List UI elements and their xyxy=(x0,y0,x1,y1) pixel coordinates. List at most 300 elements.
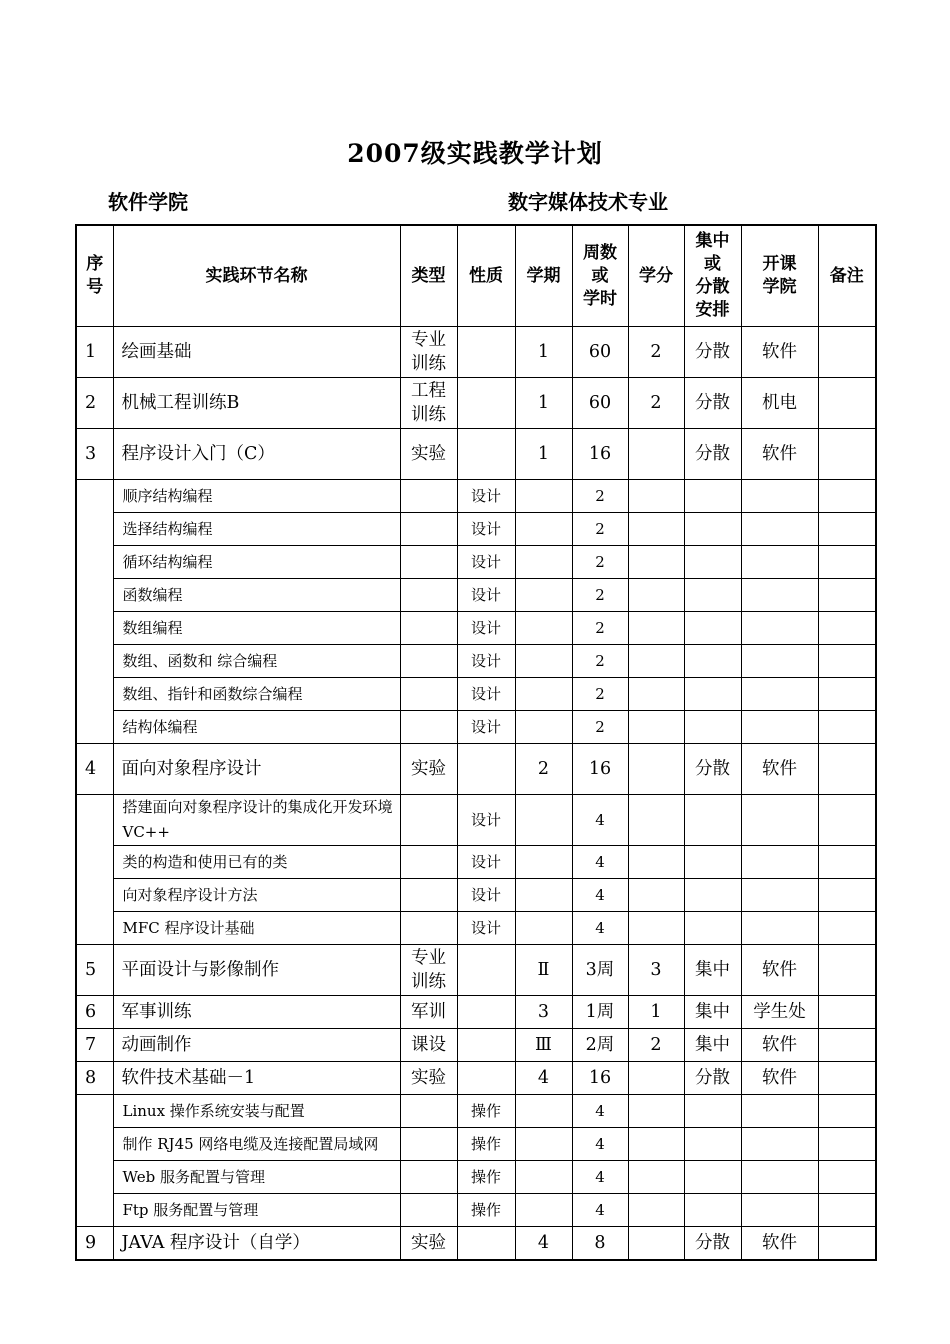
serial-cell-empty xyxy=(76,480,113,744)
note-cell xyxy=(818,1029,876,1062)
term-cell xyxy=(515,879,572,912)
term-cell xyxy=(515,429,572,480)
arrange-text: 分散 xyxy=(695,759,730,779)
weeks-text: 1周 xyxy=(585,1002,615,1022)
serial-cell-empty xyxy=(76,1095,113,1227)
term-cell xyxy=(515,1062,572,1095)
note-cell xyxy=(818,327,876,378)
name-text: 数组编程 xyxy=(122,618,183,637)
arrange-cell xyxy=(684,645,741,678)
type-cell xyxy=(400,1128,457,1161)
note-cell xyxy=(818,1062,876,1095)
dept-cell xyxy=(741,546,818,579)
term-text: 1 xyxy=(537,342,550,362)
name-cell xyxy=(113,480,400,513)
header-arrange xyxy=(684,225,741,327)
credit-cell xyxy=(628,1194,684,1227)
table-header-row xyxy=(76,225,876,327)
weeks-cell xyxy=(572,1161,628,1194)
practice-plan-table xyxy=(75,224,877,1261)
nature-text: 设计 xyxy=(470,853,501,871)
nature-cell xyxy=(457,945,515,996)
note-cell xyxy=(818,711,876,744)
sub-item-row xyxy=(76,1161,876,1194)
term-cell xyxy=(515,327,572,378)
serial-text: 6 xyxy=(85,1002,97,1022)
name-cell xyxy=(113,711,400,744)
serial-text: 5 xyxy=(85,960,97,980)
nature-cell xyxy=(457,996,515,1029)
arrange-cell xyxy=(684,513,741,546)
page-title: 2007级实践教学计划 xyxy=(347,139,603,168)
term-cell xyxy=(515,1161,572,1194)
nature-text: 操作 xyxy=(470,1201,501,1219)
header-nature xyxy=(457,225,515,327)
table-row xyxy=(76,327,876,378)
credit-cell xyxy=(628,1062,684,1095)
major-label: 数字媒体技术专业 xyxy=(508,190,668,214)
note-cell xyxy=(818,1128,876,1161)
weeks-text: 4 xyxy=(595,853,605,871)
arrange-cell xyxy=(684,579,741,612)
nature-cell xyxy=(457,744,515,795)
dept-cell xyxy=(741,327,818,378)
credit-cell xyxy=(628,480,684,513)
nature-cell xyxy=(457,378,515,429)
weeks-cell xyxy=(572,744,628,795)
sub-item-row xyxy=(76,513,876,546)
nature-cell xyxy=(457,513,515,546)
serial-cell xyxy=(76,996,113,1029)
weeks-text: 2 xyxy=(595,619,605,637)
type-cell xyxy=(400,945,457,996)
type-cell xyxy=(400,1227,457,1261)
type-cell xyxy=(400,846,457,879)
serial-text: 8 xyxy=(85,1068,97,1088)
name-text: 平面设计与影像制作 xyxy=(121,960,279,980)
type-cell xyxy=(400,1095,457,1128)
serial-cell xyxy=(76,429,113,480)
note-cell xyxy=(818,1194,876,1227)
credit-cell xyxy=(628,1161,684,1194)
table-row xyxy=(76,1029,876,1062)
name-cell xyxy=(113,678,400,711)
nature-cell xyxy=(457,795,515,846)
note-cell xyxy=(818,945,876,996)
credit-cell xyxy=(628,795,684,846)
type-cell xyxy=(400,678,457,711)
name-cell xyxy=(113,945,400,996)
serial-text: 9 xyxy=(85,1233,97,1253)
credit-cell xyxy=(628,846,684,879)
header-no-text: 序 号 xyxy=(86,254,104,297)
note-cell xyxy=(818,612,876,645)
type-cell xyxy=(400,1161,457,1194)
header-type xyxy=(400,225,457,327)
weeks-text: 3周 xyxy=(585,960,615,980)
name-cell xyxy=(113,579,400,612)
dept-cell xyxy=(741,945,818,996)
arrange-cell xyxy=(684,1161,741,1194)
note-cell xyxy=(818,1227,876,1261)
credit-cell xyxy=(628,378,684,429)
name-cell xyxy=(113,996,400,1029)
name-text: 顺序结构编程 xyxy=(122,486,213,505)
serial-cell xyxy=(76,744,113,795)
table-row xyxy=(76,945,876,996)
weeks-cell xyxy=(572,513,628,546)
weeks-cell xyxy=(572,711,628,744)
name-cell xyxy=(113,645,400,678)
dept-cell xyxy=(741,744,818,795)
header-term-text: 学期 xyxy=(526,265,561,286)
sub-item-row xyxy=(76,846,876,879)
name-cell xyxy=(113,429,400,480)
name-cell xyxy=(113,1194,400,1227)
term-cell xyxy=(515,480,572,513)
name-cell xyxy=(113,744,400,795)
nature-cell xyxy=(457,678,515,711)
nature-cell xyxy=(457,612,515,645)
type-cell xyxy=(400,480,457,513)
nature-text: 设计 xyxy=(470,811,501,829)
term-cell xyxy=(515,912,572,945)
note-cell xyxy=(818,996,876,1029)
term-cell xyxy=(515,996,572,1029)
nature-text: 操作 xyxy=(470,1168,501,1186)
term-text: 1 xyxy=(537,444,550,464)
serial-text: 2 xyxy=(85,393,97,413)
dept-cell xyxy=(741,645,818,678)
weeks-cell xyxy=(572,1095,628,1128)
term-cell xyxy=(515,645,572,678)
nature-text: 设计 xyxy=(470,553,501,571)
header-credit-text: 学分 xyxy=(639,265,673,286)
serial-cell xyxy=(76,945,113,996)
serial-cell xyxy=(76,1062,113,1095)
note-cell xyxy=(818,579,876,612)
name-text: JAVA 程序设计（自学） xyxy=(121,1233,310,1253)
header-term xyxy=(515,225,572,327)
nature-text: 设计 xyxy=(470,520,501,538)
weeks-text: 8 xyxy=(594,1233,606,1253)
term-text: Ⅲ xyxy=(535,1035,552,1055)
type-cell xyxy=(400,579,457,612)
sub-item-row xyxy=(76,711,876,744)
table-row xyxy=(76,744,876,795)
name-text: MFC 程序设计基础 xyxy=(122,918,255,937)
term-text: 2 xyxy=(537,759,550,779)
note-cell xyxy=(818,678,876,711)
header-name xyxy=(113,225,400,327)
serial-text: 7 xyxy=(85,1035,97,1055)
weeks-cell xyxy=(572,480,628,513)
nature-text: 设计 xyxy=(470,487,501,505)
name-text: Web 服务配置与管理 xyxy=(122,1167,265,1186)
name-text: 结构体编程 xyxy=(122,717,198,736)
arrange-cell xyxy=(684,546,741,579)
nature-cell xyxy=(457,1095,515,1128)
term-text: 4 xyxy=(537,1068,550,1088)
table-row xyxy=(76,429,876,480)
name-cell xyxy=(113,612,400,645)
note-cell xyxy=(818,795,876,846)
term-cell xyxy=(515,711,572,744)
arrange-text: 分散 xyxy=(695,444,730,464)
header-type-text: 类型 xyxy=(411,265,446,286)
nature-text: 设计 xyxy=(470,919,501,937)
dept-cell xyxy=(741,429,818,480)
nature-cell xyxy=(457,912,515,945)
weeks-text: 4 xyxy=(595,886,605,904)
dept-cell xyxy=(741,513,818,546)
nature-cell xyxy=(457,879,515,912)
dept-cell xyxy=(741,996,818,1029)
term-cell xyxy=(515,945,572,996)
nature-text: 设计 xyxy=(470,619,501,637)
note-cell xyxy=(818,429,876,480)
credit-text: 2 xyxy=(650,393,662,413)
name-text: 机械工程训练B xyxy=(121,393,240,413)
note-cell xyxy=(818,513,876,546)
dept-text: 软件 xyxy=(762,444,797,464)
sub-item-row xyxy=(76,912,876,945)
type-text: 实验 xyxy=(411,1068,446,1088)
credit-cell xyxy=(628,744,684,795)
dept-text: 软件 xyxy=(762,342,797,362)
nature-cell xyxy=(457,480,515,513)
credit-cell xyxy=(628,513,684,546)
dept-text: 软件 xyxy=(762,1068,797,1088)
header-no xyxy=(76,225,113,327)
name-text: 搭建面向对象程序设计的集成化开发环境 VC++ xyxy=(122,798,393,841)
note-cell xyxy=(818,744,876,795)
header-weeks xyxy=(572,225,628,327)
arrange-cell xyxy=(684,912,741,945)
header-credit xyxy=(628,225,684,327)
weeks-text: 4 xyxy=(595,1135,605,1153)
type-text: 军训 xyxy=(411,1002,446,1022)
term-cell xyxy=(515,1194,572,1227)
arrange-cell xyxy=(684,480,741,513)
header-dept xyxy=(741,225,818,327)
credit-cell xyxy=(628,711,684,744)
weeks-text: 2 xyxy=(595,718,605,736)
serial-cell xyxy=(76,1227,113,1261)
weeks-cell xyxy=(572,612,628,645)
dept-cell xyxy=(741,1128,818,1161)
arrange-cell xyxy=(684,1062,741,1095)
sub-item-row xyxy=(76,546,876,579)
arrange-cell xyxy=(684,1194,741,1227)
dept-cell xyxy=(741,1062,818,1095)
type-cell xyxy=(400,1062,457,1095)
term-cell xyxy=(515,1029,572,1062)
term-cell xyxy=(515,744,572,795)
weeks-text: 2 xyxy=(595,586,605,604)
credit-cell xyxy=(628,1095,684,1128)
dept-text: 软件 xyxy=(762,759,797,779)
arrange-cell xyxy=(684,1227,741,1261)
header-note xyxy=(818,225,876,327)
dept-text: 机电 xyxy=(762,393,797,413)
sub-item-row xyxy=(76,1194,876,1227)
type-cell xyxy=(400,645,457,678)
name-text: 绘画基础 xyxy=(121,342,192,362)
serial-cell xyxy=(76,327,113,378)
term-text: Ⅱ xyxy=(537,960,550,980)
type-text: 工程 训练 xyxy=(411,381,446,425)
arrange-cell xyxy=(684,612,741,645)
type-cell xyxy=(400,546,457,579)
nature-text: 设计 xyxy=(470,652,501,670)
dept-cell xyxy=(741,678,818,711)
nature-cell xyxy=(457,546,515,579)
serial-text: 3 xyxy=(85,444,97,464)
arrange-text: 集中 xyxy=(695,960,730,980)
sub-item-row xyxy=(76,795,876,846)
arrange-text: 分散 xyxy=(695,1233,730,1253)
type-cell xyxy=(400,711,457,744)
credit-cell xyxy=(628,912,684,945)
serial-cell-empty xyxy=(76,795,113,945)
credit-cell xyxy=(628,1128,684,1161)
header-nature-text: 性质 xyxy=(469,265,503,286)
credit-text: 2 xyxy=(650,1035,662,1055)
nature-text: 设计 xyxy=(470,718,501,736)
type-cell xyxy=(400,513,457,546)
arrange-cell xyxy=(684,1128,741,1161)
sub-item-row xyxy=(76,645,876,678)
type-cell xyxy=(400,429,457,480)
name-text: 数组、指针和函数综合编程 xyxy=(122,684,303,703)
type-cell xyxy=(400,378,457,429)
nature-text: 操作 xyxy=(470,1102,501,1120)
note-cell xyxy=(818,1161,876,1194)
dept-cell xyxy=(741,579,818,612)
dept-text: 软件 xyxy=(762,1233,797,1253)
weeks-cell xyxy=(572,678,628,711)
weeks-cell xyxy=(572,846,628,879)
weeks-cell xyxy=(572,378,628,429)
weeks-cell xyxy=(572,429,628,480)
term-cell xyxy=(515,1128,572,1161)
name-text: 数组、函数和 综合编程 xyxy=(122,651,278,670)
type-text: 课设 xyxy=(411,1035,446,1055)
name-text: 函数编程 xyxy=(122,585,183,604)
nature-cell xyxy=(457,645,515,678)
credit-text: 2 xyxy=(650,342,662,362)
note-cell xyxy=(818,546,876,579)
type-text: 实验 xyxy=(411,444,446,464)
arrange-text: 集中 xyxy=(695,1035,730,1055)
note-cell xyxy=(818,912,876,945)
weeks-text: 4 xyxy=(595,1201,605,1219)
weeks-cell xyxy=(572,1227,628,1261)
header-dept-text: 开课 学院 xyxy=(762,254,797,297)
dept-cell xyxy=(741,612,818,645)
credit-text: 3 xyxy=(650,960,662,980)
name-cell xyxy=(113,378,400,429)
weeks-text: 4 xyxy=(595,919,605,937)
nature-cell xyxy=(457,1161,515,1194)
weeks-text: 4 xyxy=(595,1102,605,1120)
nature-cell xyxy=(457,1062,515,1095)
credit-cell xyxy=(628,1029,684,1062)
term-cell xyxy=(515,1095,572,1128)
type-text: 实验 xyxy=(411,759,446,779)
dept-cell xyxy=(741,711,818,744)
name-cell xyxy=(113,513,400,546)
credit-cell xyxy=(628,678,684,711)
type-text: 实验 xyxy=(411,1233,446,1253)
name-text: 制作 RJ45 网络电缆及连接配置局域网 xyxy=(122,1134,379,1153)
serial-cell xyxy=(76,378,113,429)
dept-cell xyxy=(741,1194,818,1227)
sub-item-row xyxy=(76,879,876,912)
name-cell xyxy=(113,1128,400,1161)
credit-cell xyxy=(628,879,684,912)
credit-cell xyxy=(628,996,684,1029)
term-cell xyxy=(515,1227,572,1261)
name-cell xyxy=(113,846,400,879)
weeks-cell xyxy=(572,1194,628,1227)
table-row xyxy=(76,1227,876,1261)
nature-text: 设计 xyxy=(470,685,501,703)
note-cell xyxy=(818,645,876,678)
term-text: 3 xyxy=(537,1002,550,1022)
dept-text: 软件 xyxy=(762,960,797,980)
name-text: 面向对象程序设计 xyxy=(121,759,262,779)
weeks-text: 16 xyxy=(588,759,612,779)
type-text: 专业 训练 xyxy=(411,948,446,992)
arrange-text: 分散 xyxy=(695,342,730,362)
name-text: 向对象程序设计方法 xyxy=(122,885,258,904)
serial-cell xyxy=(76,1029,113,1062)
name-text: 动画制作 xyxy=(121,1035,192,1055)
weeks-text: 16 xyxy=(588,1068,612,1088)
type-text: 专业 训练 xyxy=(411,330,446,374)
weeks-cell xyxy=(572,879,628,912)
weeks-cell xyxy=(572,1062,628,1095)
college-label: 软件学院 xyxy=(108,190,188,214)
nature-cell xyxy=(457,327,515,378)
weeks-cell xyxy=(572,912,628,945)
nature-cell xyxy=(457,711,515,744)
dept-cell xyxy=(741,480,818,513)
weeks-cell xyxy=(572,996,628,1029)
arrange-cell xyxy=(684,846,741,879)
nature-cell xyxy=(457,1227,515,1261)
weeks-text: 16 xyxy=(588,444,612,464)
credit-cell xyxy=(628,327,684,378)
arrange-cell xyxy=(684,879,741,912)
sub-item-row xyxy=(76,612,876,645)
type-cell xyxy=(400,912,457,945)
arrange-text: 分散 xyxy=(695,1068,730,1088)
weeks-cell xyxy=(572,579,628,612)
name-text: 军事训练 xyxy=(121,1002,192,1022)
term-text: 4 xyxy=(537,1233,550,1253)
dept-text: 学生处 xyxy=(753,1002,806,1022)
arrange-cell xyxy=(684,1029,741,1062)
dept-cell xyxy=(741,795,818,846)
weeks-cell xyxy=(572,327,628,378)
dept-cell xyxy=(741,1227,818,1261)
weeks-text: 2 xyxy=(595,487,605,505)
weeks-text: 60 xyxy=(588,393,612,413)
arrange-cell xyxy=(684,795,741,846)
